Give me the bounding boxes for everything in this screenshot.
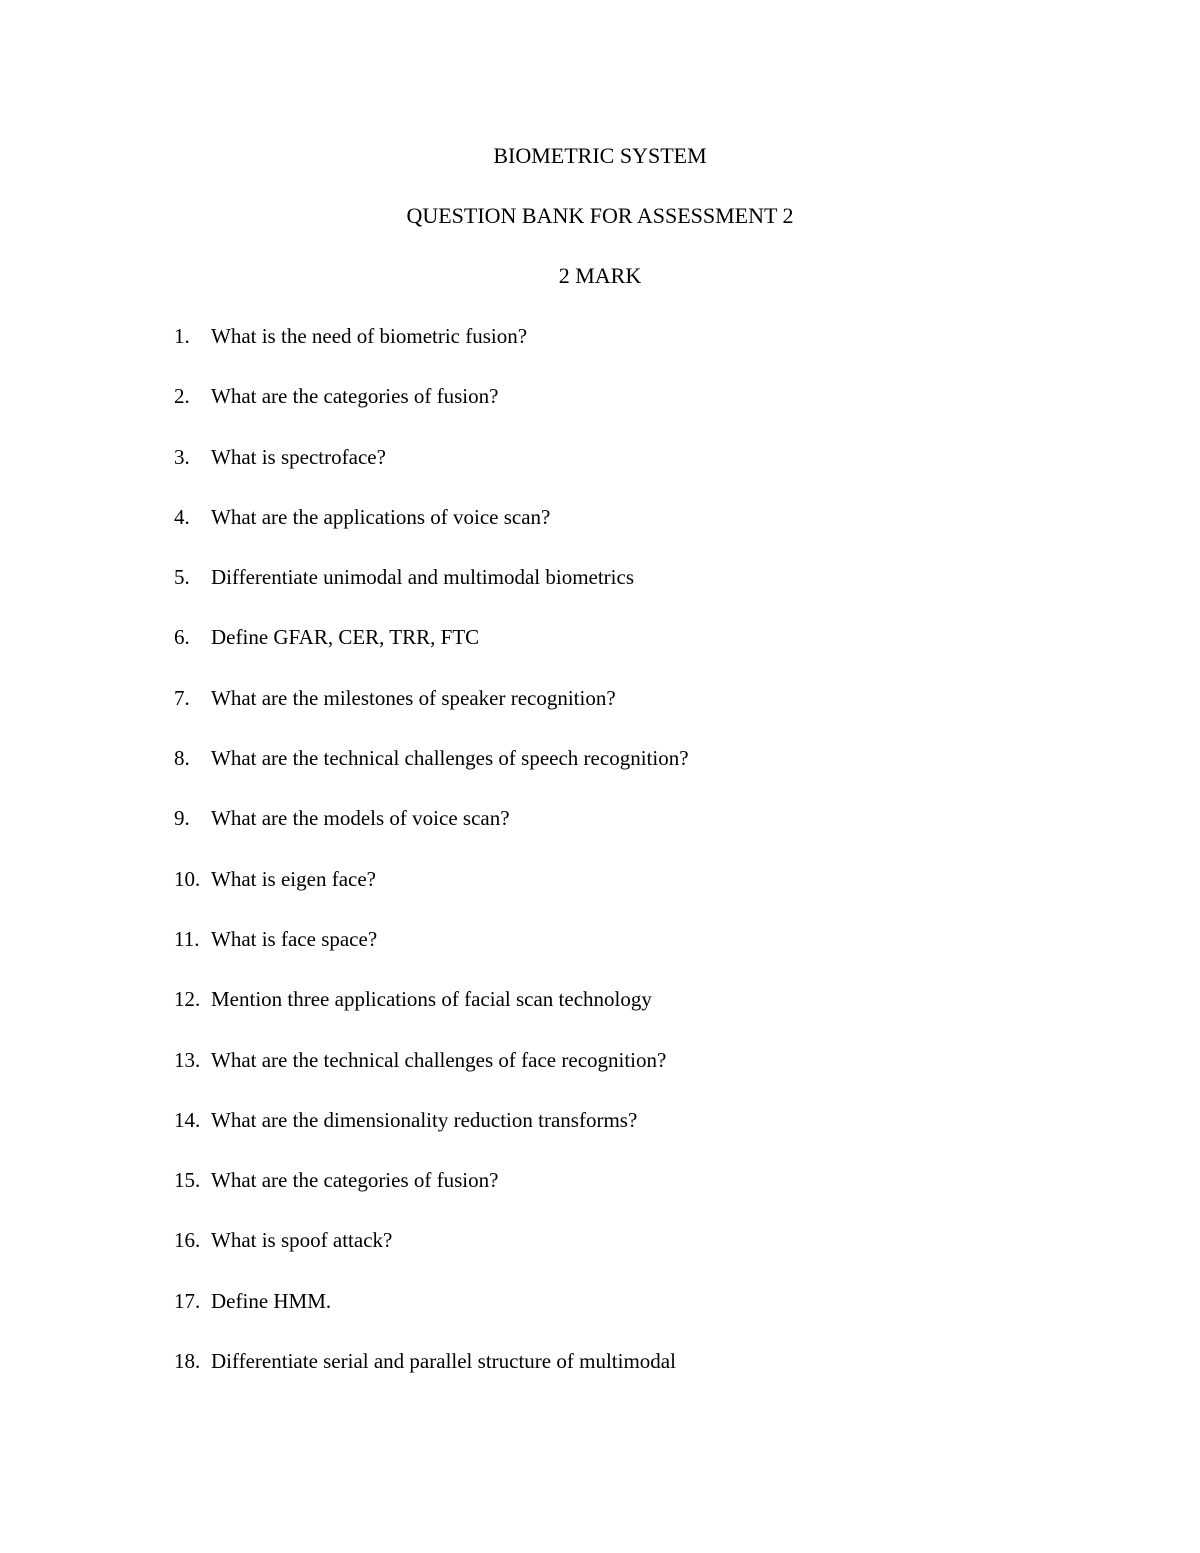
question-item <box>174 1348 1124 1408</box>
question-number: 17. <box>174 1288 201 1313</box>
question-number: 15. <box>174 1168 201 1193</box>
question-text: What are the dimensionality reduction transforms? <box>211 1107 638 1132</box>
question-number: 7. <box>174 685 190 710</box>
question-item <box>174 986 1124 1046</box>
question-item <box>174 745 1124 805</box>
question-number: 11. <box>174 926 200 951</box>
question-item <box>174 1288 1124 1348</box>
question-text: Define GFAR, CER, TRR, FTC <box>211 625 480 650</box>
question-number: 13. <box>174 1047 201 1072</box>
question-text: What are the technical challenges of speech recognition? <box>211 746 689 771</box>
question-item <box>174 383 1124 443</box>
question-item <box>174 564 1124 624</box>
question-number: 5. <box>174 565 190 590</box>
question-number: 14. <box>174 1107 201 1132</box>
question-item <box>174 624 1124 684</box>
question-item <box>174 1227 1124 1287</box>
question-text: What are the models of voice scan? <box>211 806 510 831</box>
question-text: What are the categories of fusion? <box>211 384 499 409</box>
question-number: 9. <box>174 806 190 831</box>
question-text: What are the technical challenges of face recognition? <box>211 1047 667 1072</box>
question-item <box>174 504 1124 564</box>
question-item <box>174 805 1124 865</box>
question-number: 8. <box>174 746 190 771</box>
question-number: 2. <box>174 384 190 409</box>
question-text: Mention three applications of facial scan technology <box>211 987 652 1012</box>
question-number: 18. <box>174 1349 201 1374</box>
document-title: BIOMETRIC SYSTEM <box>493 143 707 168</box>
question-item <box>174 444 1124 504</box>
question-text: What is eigen face? <box>211 866 376 891</box>
question-number: 3. <box>174 444 190 469</box>
question-item <box>174 323 1124 383</box>
question-list <box>174 323 1124 1408</box>
question-item <box>174 1107 1124 1167</box>
question-text: What is the need of biometric fusion? <box>211 324 528 348</box>
question-text: Define HMM. <box>211 1288 332 1313</box>
question-number: 12. <box>174 987 201 1012</box>
question-item <box>174 866 1124 926</box>
question-number: 6. <box>174 625 190 650</box>
question-item <box>174 1047 1124 1107</box>
question-number: 1. <box>174 324 190 348</box>
question-text: What is face space? <box>211 926 378 951</box>
question-text: What are the categories of fusion? <box>211 1168 499 1193</box>
question-number: 10. <box>174 866 201 891</box>
question-item <box>174 926 1124 986</box>
question-number: 16. <box>174 1228 201 1253</box>
question-item <box>174 685 1124 745</box>
question-number: 4. <box>174 504 190 529</box>
question-item <box>174 1167 1124 1227</box>
question-text: What is spectroface? <box>211 444 386 469</box>
question-text: Differentiate unimodal and multimodal biometrics <box>211 565 635 590</box>
question-text: What is spoof attack? <box>211 1228 393 1253</box>
question-text: What are the applications of voice scan? <box>211 504 551 529</box>
document-subtitle: QUESTION BANK FOR ASSESSMENT 2 <box>406 203 794 228</box>
question-text: Differentiate serial and parallel structure of multimodal <box>211 1349 676 1374</box>
question-text: What are the milestones of speaker recognition? <box>211 685 616 710</box>
section-heading: 2 MARK <box>558 263 642 288</box>
